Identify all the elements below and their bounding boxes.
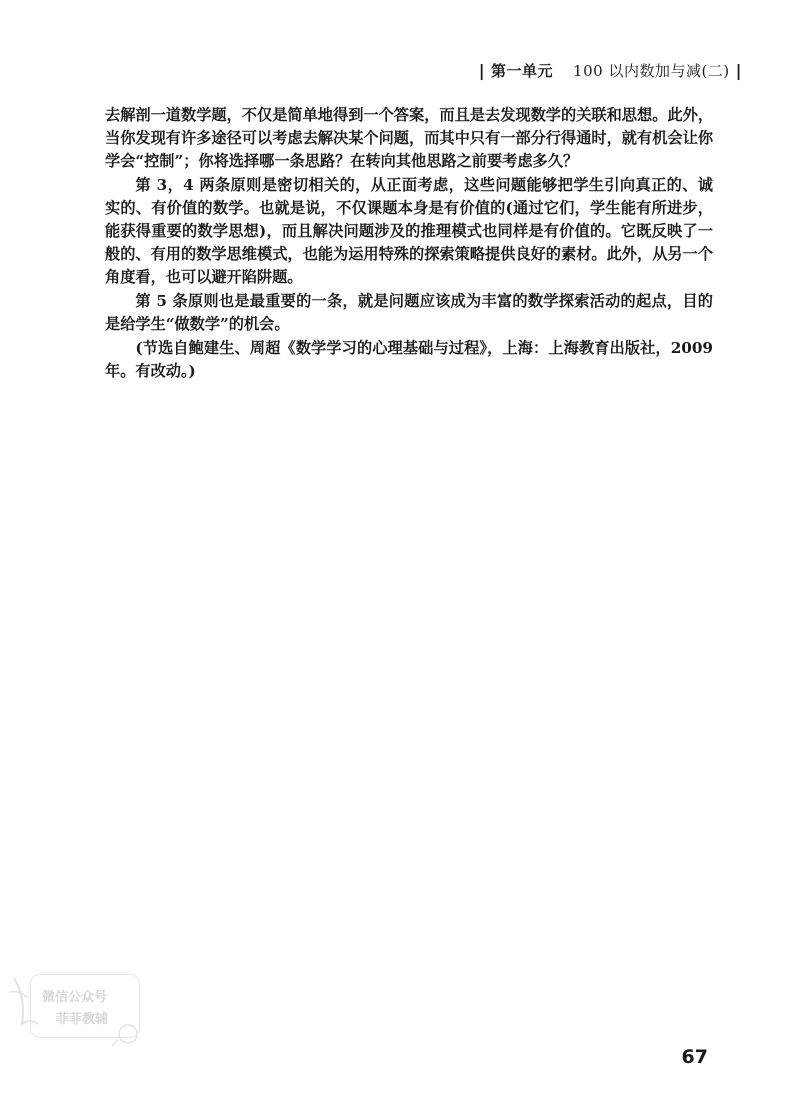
- paragraph-principles-3-4: 第 3，4 两条原则是密切相关的，从正面考虑，这些问题能够把学生引向真正的、诚实的、有价值的数学。也就是说，不仅课题本身是有价值的(通过它们，学生能有所进步，能获得重要的数学思想)，而且解决问题涉及的推理模式也同样是有价值的。它既反映了一般的、有用的数学思维模式，也能为运用特殊的探索策略提供良好的素材。此外，从另一个角度看，也可以避开陷阱题。: [105, 176, 713, 286]
- header-unit: 第一单元: [491, 62, 554, 80]
- header-chapter-title: 100 以内数加与减(二): [573, 62, 730, 80]
- watermark-frame: [30, 974, 140, 1038]
- page-number: 67: [681, 1046, 708, 1068]
- header-right-rule: |: [735, 61, 742, 80]
- paragraph-principle-5: 第 5 条原则也是最重要的一条，就是问题应该成为丰富的数学探索活动的起点，目的是给学生“做数学”的机会。: [105, 292, 713, 333]
- watermark: [8, 968, 143, 1048]
- source-citation: (节选自鲍建生、周超《数学学习的心理基础与过程》，上海：上海教育出版社，2009 年。有改动。): [105, 339, 713, 380]
- header-left-rule: |: [478, 61, 486, 80]
- running-header: [479, 60, 742, 81]
- body-text: [105, 104, 713, 383]
- paragraph-continuation: 去解剖一道数学题，不仅是简单地得到一个答案，而且是去发现数学的关联和思想。此外，当你发现有许多途径可以考虑去解决某个问题，而其中只有一部分行得通时，就有机会让你学会“控制”；你将选择哪一条思路？在转向其他思路之前要考虑多久？: [105, 106, 713, 170]
- watermark-text-1: 微信公众号: [42, 990, 108, 1005]
- watermark-text-2: 菲菲教辅: [56, 1012, 109, 1027]
